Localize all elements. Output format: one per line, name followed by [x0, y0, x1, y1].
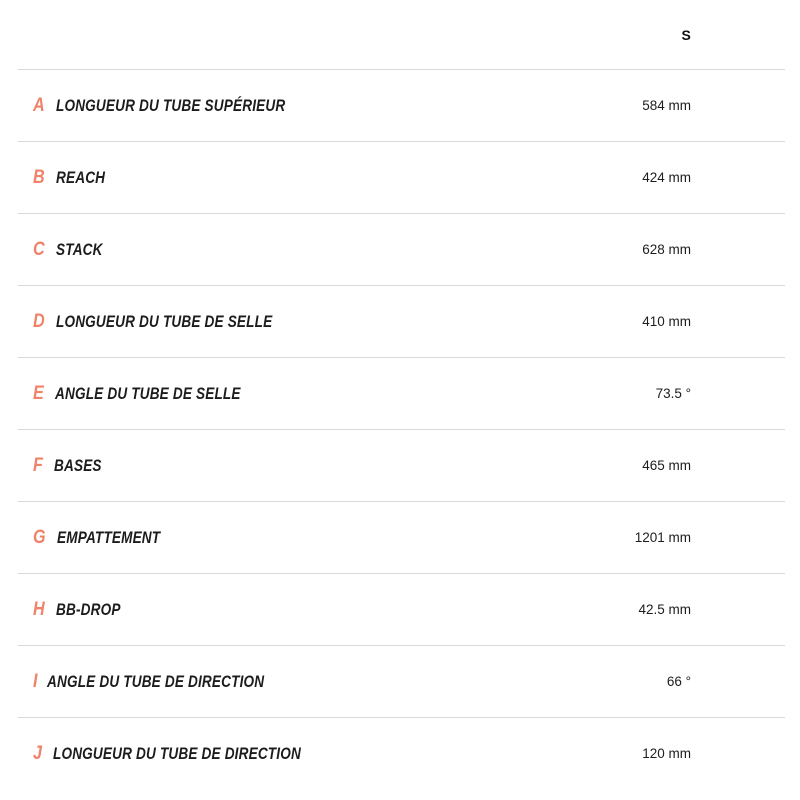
row-value: 410 mm	[642, 314, 691, 329]
table-row	[18, 69, 785, 141]
table-row	[18, 357, 785, 429]
row-letter: I	[33, 670, 38, 692]
table-row	[18, 501, 785, 573]
row-value: 628 mm	[642, 242, 691, 257]
table-row	[18, 429, 785, 501]
row-letter: F	[33, 454, 43, 476]
row-label-group	[33, 743, 363, 765]
row-label-group	[33, 599, 136, 621]
row-label: BASES	[53, 455, 102, 475]
row-label-group	[33, 527, 186, 549]
row-label: LONGUEUR DU TUBE DE DIRECTION	[52, 743, 301, 763]
row-label-group	[33, 311, 326, 333]
row-value: 465 mm	[642, 458, 691, 473]
table-header-row	[18, 0, 785, 69]
size-column-header: S	[681, 26, 691, 43]
row-label: LONGUEUR DU TUBE DE SELLE	[55, 311, 273, 331]
row-value: 120 mm	[642, 746, 691, 761]
row-label-group	[33, 455, 113, 477]
row-label: EMPATTEMENT	[56, 527, 161, 547]
row-value: 424 mm	[642, 170, 691, 185]
table-row	[18, 645, 785, 717]
row-letter: G	[33, 526, 46, 548]
row-label: LONGUEUR DU TUBE SUPÉRIEUR	[55, 95, 286, 115]
row-label: REACH	[55, 167, 105, 187]
table-row	[18, 213, 785, 285]
row-value: 1201 mm	[634, 530, 691, 545]
row-label-group	[33, 95, 342, 117]
row-label: ANGLE DU TUBE DE SELLE	[54, 383, 241, 403]
row-value: 66 °	[666, 674, 691, 689]
row-value: 42.5 mm	[638, 602, 691, 617]
row-value: 73.5 °	[655, 386, 691, 401]
row-label: STACK	[55, 239, 103, 259]
row-label-group	[33, 239, 114, 261]
row-label-group	[33, 383, 287, 405]
geometry-table	[18, 0, 785, 789]
row-label-group	[33, 167, 117, 189]
row-label-group	[33, 671, 319, 693]
row-letter: D	[33, 310, 45, 332]
row-label: ANGLE DU TUBE DE DIRECTION	[47, 671, 265, 691]
row-value: 584 mm	[642, 98, 691, 113]
table-body	[18, 69, 785, 789]
row-letter: A	[33, 94, 45, 116]
table-row	[18, 573, 785, 645]
row-label: BB-DROP	[55, 599, 121, 619]
table-row	[18, 285, 785, 357]
row-letter: J	[33, 742, 42, 764]
table-row	[18, 717, 785, 789]
row-letter: B	[33, 166, 45, 188]
row-letter: C	[33, 238, 45, 260]
row-letter: E	[33, 382, 44, 404]
table-row	[18, 141, 785, 213]
row-letter: H	[33, 598, 45, 620]
